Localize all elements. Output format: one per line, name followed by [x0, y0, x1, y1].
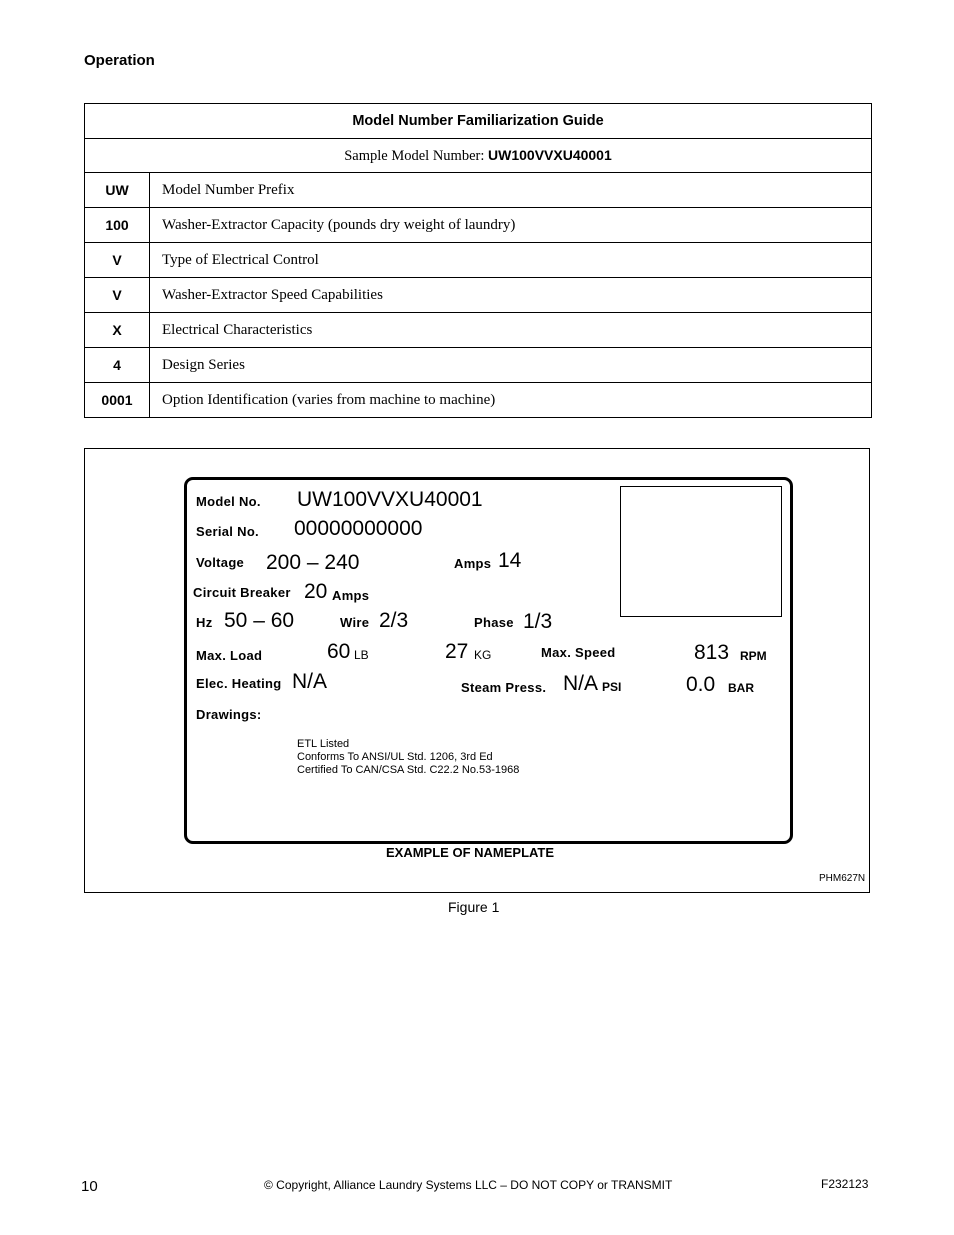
code-cell: V	[85, 243, 150, 278]
sample-value: UW100VVXU40001	[488, 146, 612, 163]
breaker-unit: Amps	[332, 588, 370, 603]
model-number-guide-table	[84, 103, 872, 418]
voltage-label: Voltage	[196, 555, 245, 570]
copyright-text: © Copyright, Alliance Laundry Systems LLC – DO NOT COPY or TRANSMIT	[264, 1178, 673, 1192]
amps-value: 14	[498, 549, 522, 572]
breaker-value: 20	[304, 580, 328, 603]
hz-label: Hz	[196, 615, 213, 630]
description-cell: Type of Electrical Control	[150, 243, 872, 278]
table-row	[85, 243, 872, 278]
code-cell: UW	[85, 173, 150, 208]
load-lb-unit: LB	[354, 648, 369, 662]
wire-label: Wire	[340, 615, 370, 630]
load-kg-unit: KG	[474, 648, 492, 662]
section-title: Operation	[84, 52, 155, 69]
description-cell: Electrical Characteristics	[150, 313, 872, 348]
figure-caption: Figure 1	[448, 899, 500, 915]
table-row	[85, 313, 872, 348]
load-kg-value: 27	[445, 640, 469, 663]
speed-value: 813	[694, 641, 730, 664]
hz-value: 50 – 60	[224, 609, 295, 632]
drawings-label: Drawings:	[196, 707, 262, 722]
page-number: 10	[81, 1178, 98, 1195]
table-row	[85, 383, 872, 418]
cert-line: Certified To CAN/CSA Std. C22.2 No.53-1968	[297, 764, 520, 776]
table-row	[85, 208, 872, 243]
model-label: Model No.	[196, 494, 261, 509]
table-row	[85, 278, 872, 313]
steam-label: Steam Press.	[461, 680, 547, 695]
figure-code: PHM627N	[819, 873, 866, 884]
code-cell: X	[85, 313, 150, 348]
guide-sample-cell	[85, 139, 872, 173]
bar-unit: BAR	[728, 681, 754, 695]
breaker-label: Circuit Breaker	[193, 585, 291, 600]
load-label: Max. Load	[196, 648, 263, 663]
description-cell: Washer-Extractor Capacity (pounds dry weight of laundry)	[150, 208, 872, 243]
voltage-value: 200 – 240	[266, 551, 360, 574]
code-cell: 100	[85, 208, 150, 243]
load-lb-value: 60	[327, 640, 351, 663]
code-cell: V	[85, 278, 150, 313]
description-cell: Model Number Prefix	[150, 173, 872, 208]
bar-value: 0.0	[686, 673, 716, 696]
nameplate-photo-area	[620, 486, 782, 617]
description-cell: Washer-Extractor Speed Capabilities	[150, 278, 872, 313]
cert-line: ETL Listed	[297, 738, 350, 750]
table-row	[85, 348, 872, 383]
wire-value: 2/3	[379, 609, 409, 632]
guide-title: Model Number Familiarization Guide	[85, 104, 872, 139]
steam-unit: PSI	[602, 680, 622, 694]
speed-label: Max. Speed	[541, 645, 616, 660]
cert-line: Conforms To ANSI/UL Std. 1206, 3rd Ed	[297, 751, 493, 763]
code-cell: 0001	[85, 383, 150, 418]
guide-sample-row	[85, 139, 872, 173]
description-cell: Option Identification (varies from machine to machine)	[150, 383, 872, 418]
guide-header-row	[85, 104, 872, 139]
description-cell: Design Series	[150, 348, 872, 383]
speed-unit: RPM	[740, 649, 767, 663]
heating-label: Elec. Heating	[196, 676, 282, 691]
sample-label: Sample Model Number:	[344, 147, 485, 164]
serial-label: Serial No.	[196, 524, 259, 539]
heating-value: N/A	[292, 670, 328, 693]
code-cell: 4	[85, 348, 150, 383]
steam-value: N/A	[563, 672, 599, 695]
model-value: UW100VVXU40001	[297, 488, 483, 511]
table-row	[85, 173, 872, 208]
serial-value: 00000000000	[294, 517, 423, 540]
nameplate-caption: EXAMPLE OF NAMEPLATE	[386, 845, 555, 860]
phase-label: Phase	[474, 615, 514, 630]
document-code: F232123	[821, 1177, 869, 1191]
phase-value: 1/3	[523, 610, 553, 633]
amps-label: Amps	[454, 556, 492, 571]
